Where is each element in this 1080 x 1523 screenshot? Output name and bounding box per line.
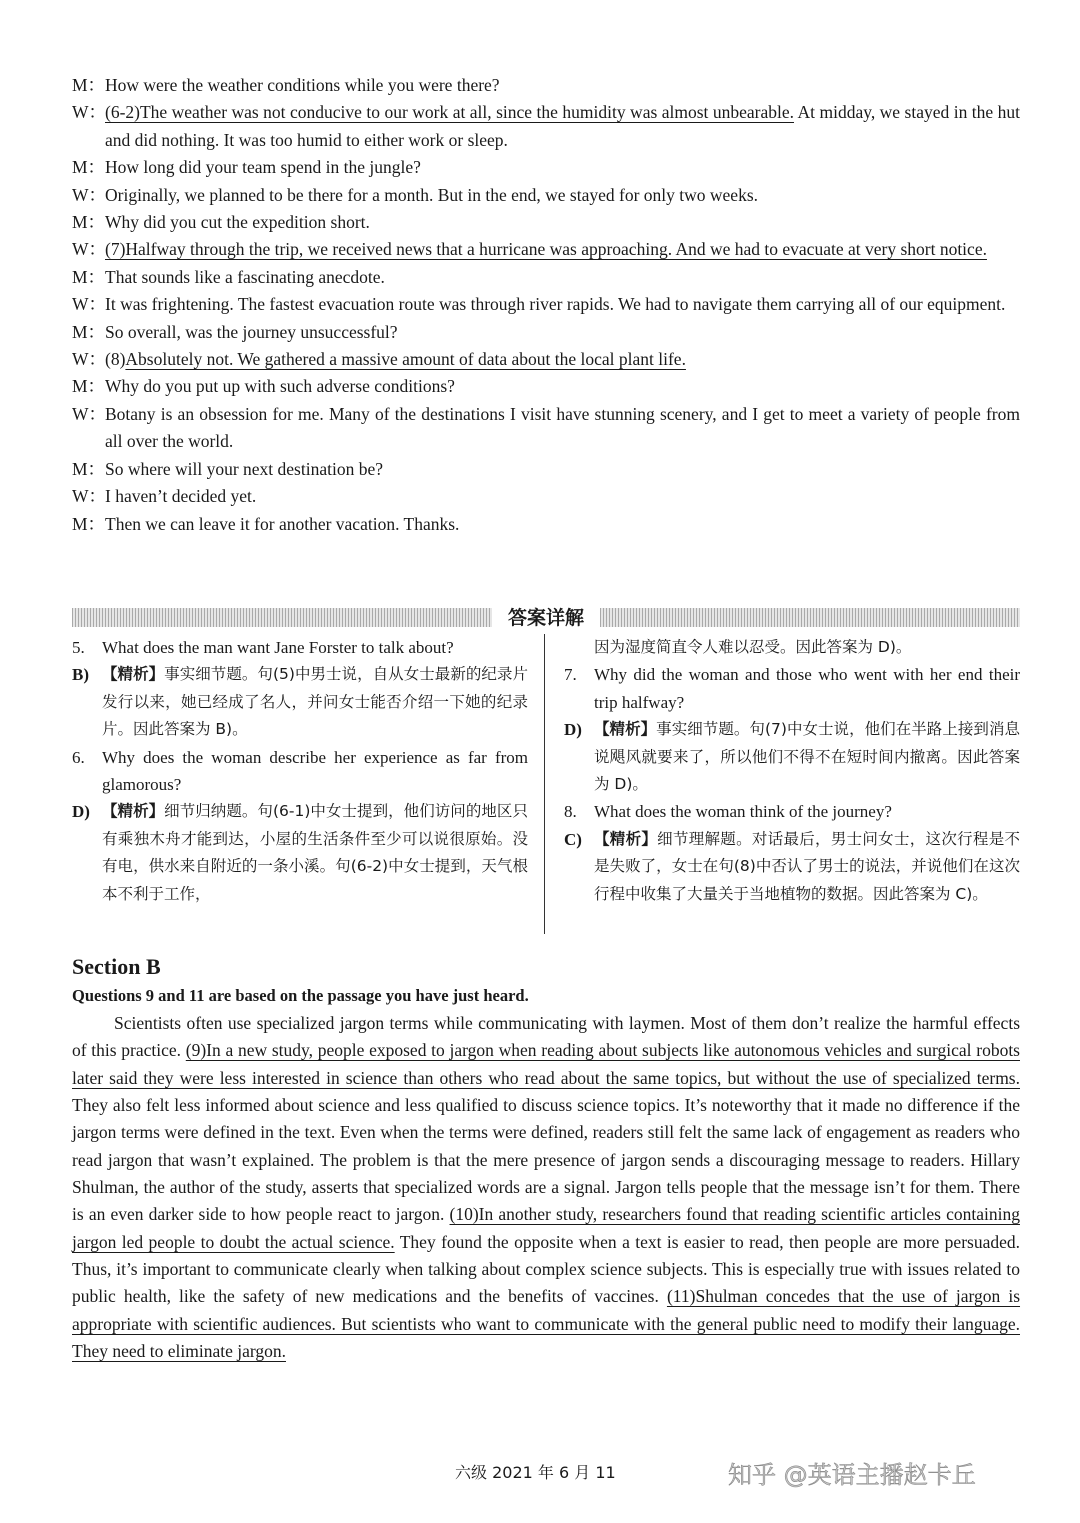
speaker-label: M： bbox=[72, 376, 106, 397]
question-text: What does the woman think of the journey? bbox=[594, 802, 892, 822]
answers-left-column bbox=[72, 634, 528, 908]
speaker-label: M： bbox=[72, 458, 106, 479]
column-divider bbox=[544, 634, 545, 934]
dialogue-text: Why did you cut the expedition short. bbox=[105, 212, 370, 233]
dialogue-line bbox=[72, 456, 1020, 483]
section-b-question-heading: Questions 9 and 11 are based on the passage you have just heard. bbox=[72, 986, 529, 1005]
speaker-label: W： bbox=[72, 102, 107, 123]
dialogue-text: That sounds like a fascinating anecdote. bbox=[105, 266, 385, 287]
answer-explanation-continued bbox=[564, 634, 1020, 661]
answer-header-band bbox=[72, 606, 1020, 630]
answer-explanation bbox=[72, 661, 528, 743]
passage-text: Scientists often use specialized jargon terms while communicating with laymen. Most of them don’t realize the harmful effects of this practice. bbox=[72, 1013, 1020, 1061]
dialogue-text: Then we can leave it for another vacation. Thanks. bbox=[105, 513, 460, 534]
dialogue-line bbox=[72, 182, 1020, 209]
question-item bbox=[72, 634, 528, 661]
answer-letter: C) bbox=[564, 829, 582, 849]
analysis-tag: 【精析】 bbox=[102, 665, 165, 684]
underlined-answer-text: Absolutely not. We gathered a massive amount of data about the local plant life. bbox=[125, 349, 686, 370]
speaker-label: W： bbox=[72, 486, 107, 507]
dialogue-line bbox=[72, 209, 1020, 236]
underlined-answer-text: (10)In another study, researchers found that reading scientific articles containing jargon led people to doubt the actual science. bbox=[72, 1204, 1020, 1252]
answers-right-column bbox=[564, 634, 1020, 908]
answer-letter: D) bbox=[564, 720, 582, 740]
page-footer bbox=[0, 1460, 1080, 1490]
dialogue-line bbox=[72, 291, 1020, 318]
dialogue-line bbox=[72, 483, 1020, 510]
section-b bbox=[72, 952, 1020, 1365]
dialogue-line bbox=[72, 72, 1020, 99]
dialogue-transcript bbox=[72, 72, 1020, 538]
analysis-text: 事实细节题。句(5)中男士说，自从女士最新的纪录片发行以来，她已经成了名人，并问女士能否介绍一下她的纪录片。因此答案为 B)。 bbox=[102, 665, 528, 739]
question-number: 6. bbox=[72, 747, 85, 767]
header-hatch-right bbox=[600, 608, 1020, 627]
underlined-answer-text: (9)In a new study, people exposed to jargon when reading about subjects like autonomous vehicles and surgical robots later said they were less interested in science than others who read about the same topics, but without the use of specialized terms. bbox=[72, 1040, 1020, 1088]
analysis-tag: 【精析】 bbox=[102, 802, 165, 821]
speaker-label: W： bbox=[72, 294, 107, 315]
dialogue-line bbox=[72, 264, 1020, 291]
speaker-label: M： bbox=[72, 75, 106, 95]
passage-text: They found the opposite when a text is easier to read, then people are more persuaded. Thus, it’s important to communicate clearly when talking about complex science subjects. This is especially true with issues related to public health, like the safety of new medications and the benefits of vaccines. bbox=[72, 1231, 1020, 1307]
dialogue-text: So overall, was the journey unsuccessful? bbox=[105, 321, 398, 342]
answer-explanation bbox=[564, 716, 1020, 798]
question-item bbox=[72, 744, 528, 799]
analysis-text: 因为湿度简直令人难以忍受。因此答案为 D)。 bbox=[594, 638, 912, 656]
speaker-label: W： bbox=[72, 403, 107, 424]
question-text: Why does the woman describe her experience as far from glamorous? bbox=[102, 747, 528, 795]
underlined-answer-text: (11)Shulman concedes that the use of jargon is appropriate with scientific audiences. But scientists who want to communicate with the general public need to modify their language. They need to eliminate jargon. bbox=[72, 1286, 1021, 1362]
question-item bbox=[564, 661, 1020, 716]
analysis-text: 细节理解题。对话最后，男士问女士，这次行程是不是失败了，女士在句(8)中否认了男士的说法，并说他们在这次行程中收集了大量关于当地植物的数据。因此答案为 C)。 bbox=[594, 829, 1020, 903]
analysis-text: 事实细节题。句(7)中女士说，他们在半路上接到消息说飓风就要来了，所以他们不得不在短时间内撤离。因此答案为 D)。 bbox=[594, 720, 1020, 794]
answer-header-title: 答案详解 bbox=[507, 607, 584, 629]
underlined-answer-text: (7)Halfway through the trip, we received news that a hurricane was approaching. And we had to evacuate at very short notice. bbox=[105, 239, 987, 260]
dialogue-text: How long did your team spend in the jungle? bbox=[105, 157, 421, 178]
question-item bbox=[564, 798, 1020, 825]
question-text: What does the man want Jane Forster to talk about? bbox=[102, 638, 454, 657]
dialogue-line bbox=[72, 99, 1020, 154]
dialogue-text: So where will your next destination be? bbox=[105, 458, 383, 479]
speaker-label: W： bbox=[72, 239, 107, 260]
analysis-text: 细节归纳题。句(6-1)中女士提到，他们访问的地区只有乘独木舟才能到达，小屋的生活条件至少可以说很原始。没有电，供水来自附近的一条小溪。句(6-2)中女士提到，天气根本不利于工作， bbox=[102, 802, 528, 903]
section-b-title: Section B bbox=[72, 954, 161, 979]
speaker-label: W： bbox=[72, 184, 107, 205]
dialogue-line bbox=[72, 401, 1020, 456]
page-label: 六级 2021 年 6 月 11 bbox=[455, 1463, 616, 1482]
header-hatch-left bbox=[72, 608, 492, 627]
question-number: 8. bbox=[564, 802, 577, 822]
speaker-label: W： bbox=[72, 349, 107, 370]
speaker-label: M： bbox=[72, 321, 106, 342]
dialogue-text: Why do you put up with such adverse conditions? bbox=[105, 376, 455, 397]
dialogue-text: At midday, we stayed in the hut and did nothing. It was too humid to either work or sleep. bbox=[105, 102, 1020, 150]
dialogue-text: (8) bbox=[105, 349, 126, 370]
dialogue-line bbox=[72, 319, 1020, 346]
section-b-passage bbox=[72, 1010, 1020, 1365]
speaker-label: M： bbox=[72, 157, 106, 178]
dialogue-text: I haven’t decided yet. bbox=[105, 486, 257, 507]
dialogue-line bbox=[72, 346, 1020, 373]
dialogue-line bbox=[72, 154, 1020, 181]
dialogue-line bbox=[72, 511, 1020, 538]
speaker-label: M： bbox=[72, 513, 106, 534]
underlined-answer-text: (6-2)The weather was not conducive to our work at all, since the humidity was almost unbearable. bbox=[105, 102, 794, 123]
dialogue-text: Originally, we planned to be there for a month. But in the end, we stayed for only two weeks. bbox=[105, 184, 759, 205]
analysis-tag: 【精析】 bbox=[594, 720, 657, 739]
speaker-label: M： bbox=[72, 212, 106, 233]
analysis-tag: 【精析】 bbox=[594, 829, 658, 848]
answer-letter: D) bbox=[72, 802, 90, 822]
answer-explanation bbox=[72, 798, 528, 908]
dialogue-line bbox=[72, 236, 1020, 263]
answer-letter: B) bbox=[72, 665, 89, 685]
dialogue-text: Botany is an obsession for me. Many of the destinations I visit have stunning scenery, and I get to meet a variety of people from all over the world. bbox=[105, 403, 1020, 452]
question-number: 7. bbox=[564, 665, 577, 685]
question-text: Why did the woman and those who went with her end their trip halfway? bbox=[594, 665, 1020, 712]
question-number: 5. bbox=[72, 638, 85, 657]
speaker-label: M： bbox=[72, 266, 106, 287]
dialogue-text: How were the weather conditions while you were there? bbox=[105, 75, 500, 95]
answer-explanation bbox=[564, 826, 1020, 908]
dialogue-line bbox=[72, 373, 1020, 400]
passage-text: They also felt less informed about science and less qualified to discuss science topics. It’s noteworthy that it made no difference if the jargon terms were defined in the text. Even when the terms were defined, readers still felt the same lack of engagement as readers who read jargon that wasn’t explained. The problem is that the mere presence of jargon sends a discouraging message to readers. Hillary Shulman, the author of the study, asserts that specialized words are a signal. Jargon tells people that the message isn’t for them. There is an even darker side to how people react to jargon. bbox=[72, 1095, 1020, 1225]
watermark: 知乎 @英语主播赵卡丘 bbox=[728, 1461, 976, 1489]
dialogue-text: It was frightening. The fastest evacuation route was through river rapids. We had to navigate them carrying all of our equipment. bbox=[105, 294, 1006, 315]
